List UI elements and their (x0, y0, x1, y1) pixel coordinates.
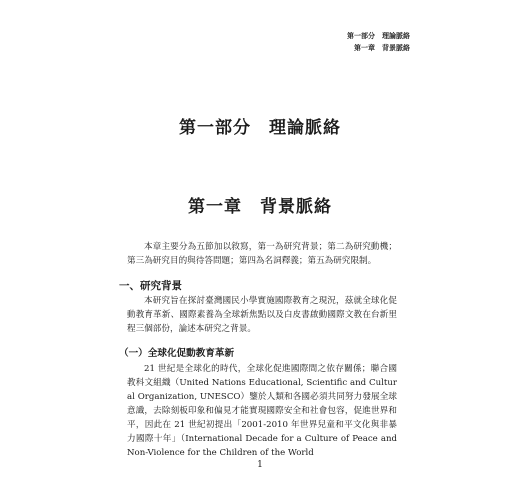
intro-paragraph: 本章主要分為五節加以敘寫，第一為研究背景；第二為研究動機；第三為研究目的與待答問題；第四為名詞釋義；第五為研究限制。 (127, 242, 397, 266)
part-title: 第一部分 理論脈絡 (179, 118, 341, 138)
chapter-title: 第一章 背景脈絡 (188, 197, 332, 217)
running-head-part: 第一部分 理論脈絡 (347, 31, 410, 40)
running-head (347, 30, 410, 54)
running-head-chapter: 第一章 背景脈絡 (354, 43, 410, 52)
subsection-heading: （一）全球化促動教育革新 (119, 348, 235, 359)
page-number: 1 (257, 460, 263, 470)
globalization-paragraph: 21 世紀是全球化的時代，全球化促進國際間之依存關係；聯合國教科文組織（United Nations Educational, Scientific and Cultural Organization, UNESCO）鑒於人類和各國必須共同努力發展全球意識，去除刻板印象和偏見才能實現國際安全和社會包容，促進世界和平，因此在 21 世紀初提出「2001-2010 年世界兒童和平文化與非暴力國際十年」（International Decade for a Culture of Peace and Non-Violence for the Children of the World (127, 364, 397, 458)
purpose-paragraph: 本研究旨在探討臺灣國民小學實施國際教育之現況，茲就全球化促動教育革新、國際素養為全球新焦點以及白皮書啟動國際文教在台新里程三個部份，論述本研究之背景。 (127, 296, 397, 334)
section-heading: 一、研究背景 (119, 280, 182, 292)
